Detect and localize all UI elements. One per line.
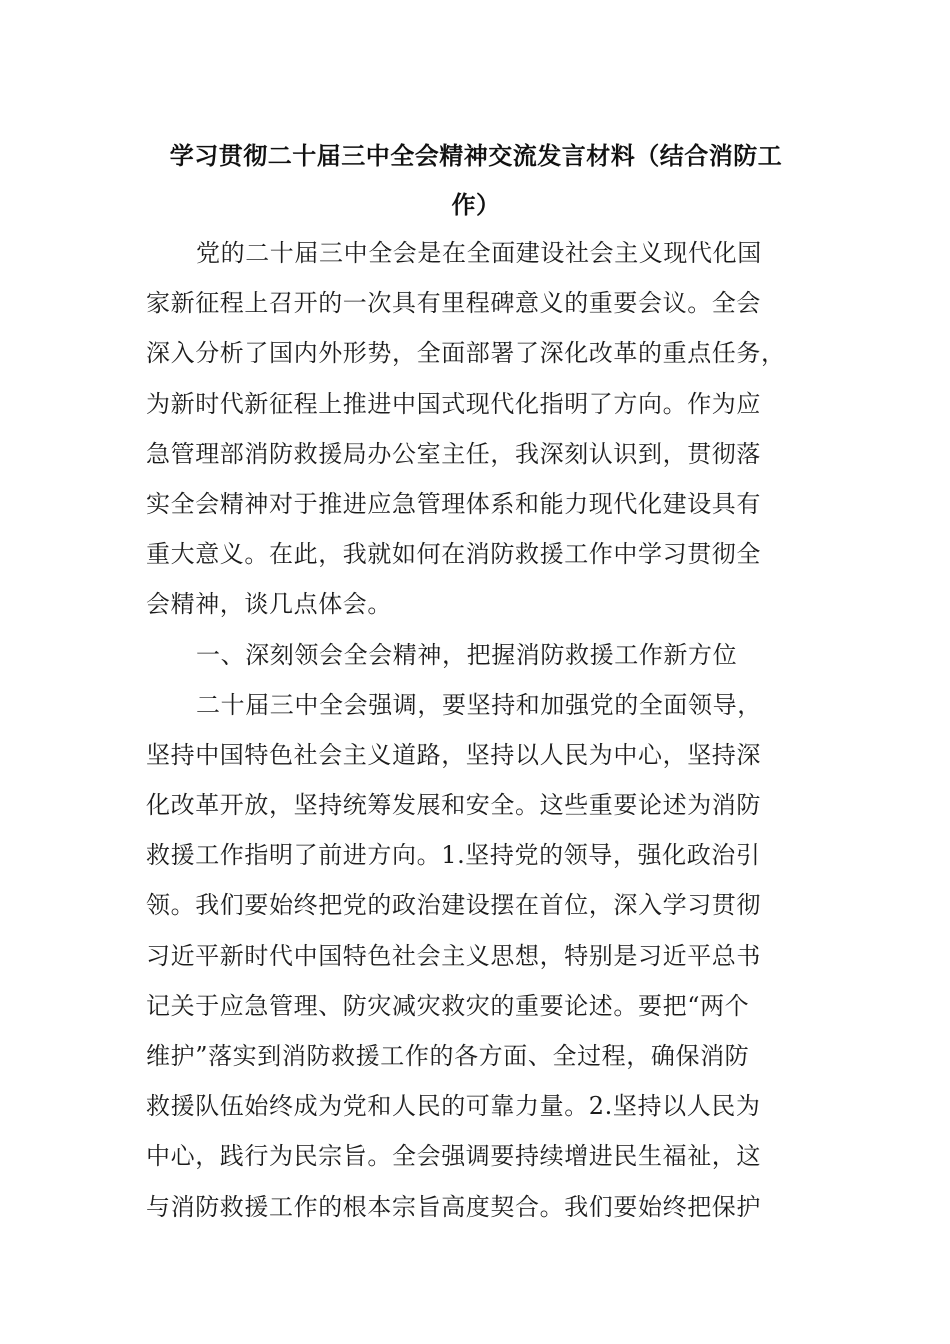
- paragraph-line: 习近平新时代中国特色社会主义思想，特别是习近平总书: [146, 941, 761, 970]
- paragraph-line: 领。我们要始终把党的政治建设摆在首位，深入学习贯彻: [146, 891, 761, 920]
- paragraph-line: 实全会精神对于推进应急管理体系和能力现代化建设具有: [146, 489, 761, 518]
- paragraph-line: 记关于应急管理、防灾减灾救灾的重要论述。要把“两个: [146, 991, 750, 1020]
- document-title: [146, 132, 806, 230]
- title-line: 学习贯彻二十届三中全会精神交流发言材料（结合消防工: [169, 142, 783, 170]
- paragraph-line: 党的二十届三中全会是在全面建设社会主义现代化国: [196, 239, 762, 267]
- paragraph-line: 二十届三中全会强调，要坚持和加强党的全面领导，: [196, 690, 762, 719]
- paragraph-line: 深入分析了国内外形势，全面部署了深化改革的重点任务，: [146, 339, 786, 368]
- paragraph-line: 急管理部消防救援局办公室主任，我深刻认识到，贯彻落: [146, 439, 761, 468]
- paragraph-line: 坚持中国特色社会主义道路，坚持以人民为中心，坚持深: [146, 740, 761, 769]
- paragraph-line: 与消防救援工作的根本宗旨高度契合。我们要始终把保护: [146, 1192, 761, 1221]
- paragraph-line: 会精神，谈几点体会。: [146, 590, 392, 619]
- paragraph-line: 中心，践行为民宗旨。全会强调要持续增进民生福祉，这: [146, 1142, 761, 1171]
- paragraph-line: 重大意义。在此，我就如何在消防救援工作中学习贯彻全: [146, 540, 761, 569]
- paragraph-line: 救援工作指明了前进方向。1.坚持党的领导，强化政治引: [146, 841, 761, 870]
- paragraph-line: 为新时代新征程上推进中国式现代化指明了方向。作为应: [146, 389, 761, 418]
- paragraph-line: 家新征程上召开的一次具有里程碑意义的重要会议。全会: [146, 289, 761, 318]
- paragraph-line: 维护”落实到消防救援工作的各方面、全过程，确保消防: [146, 1042, 750, 1070]
- paragraph-line: 化改革开放，坚持统筹发展和安全。这些重要论述为消防: [146, 791, 761, 820]
- section-heading: 一、深刻领会全会精神，把握消防救援工作新方位: [196, 640, 738, 669]
- document-body: [146, 228, 786, 1232]
- paragraph-line: 救援队伍始终成为党和人民的可靠力量。2.坚持以人民为: [146, 1092, 761, 1121]
- title-line: 作）: [451, 191, 501, 219]
